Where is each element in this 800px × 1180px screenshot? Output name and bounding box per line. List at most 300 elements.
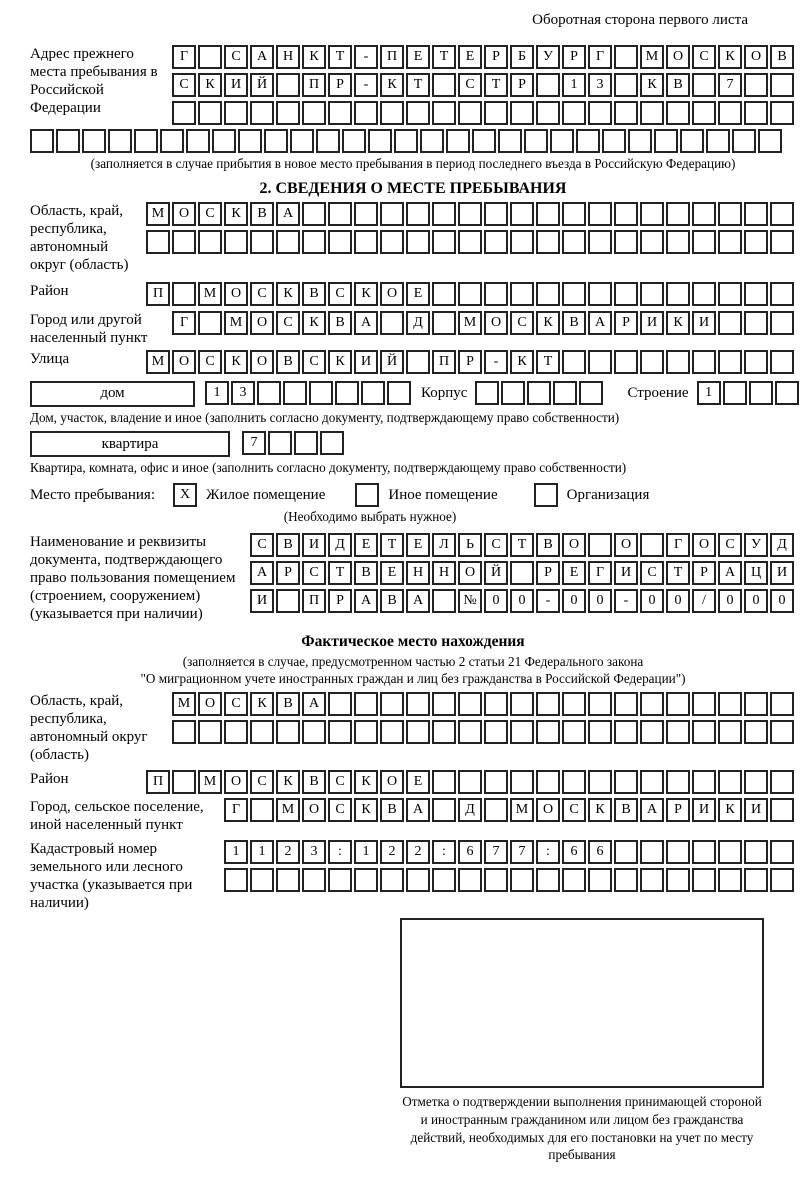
char-box — [692, 230, 716, 254]
district-label: Район — [30, 282, 69, 299]
char-box: А — [588, 311, 612, 335]
stay-type-note: (Необходимо выбрать нужное) — [283, 508, 457, 524]
char-box: К — [640, 73, 664, 97]
char-box — [484, 282, 508, 306]
char-box — [283, 381, 307, 405]
char-box — [361, 381, 385, 405]
char-box — [186, 129, 210, 153]
char-box — [718, 282, 742, 306]
char-box: И — [770, 561, 794, 585]
char-box: В — [302, 282, 326, 306]
char-box: О — [744, 45, 768, 69]
char-box: С — [250, 770, 274, 794]
char-row — [146, 202, 796, 226]
char-box: - — [354, 45, 378, 69]
char-box — [614, 101, 638, 125]
char-box: 7 — [718, 73, 742, 97]
actual-region-label: Область, край, республика, автономный округ (область) — [30, 693, 148, 763]
char-row — [146, 770, 796, 794]
char-box — [744, 202, 768, 226]
char-box — [550, 129, 574, 153]
char-box: 1 — [250, 840, 274, 864]
char-box: С — [172, 73, 196, 97]
char-row — [224, 798, 796, 822]
char-box — [394, 129, 418, 153]
char-box: - — [354, 73, 378, 97]
structure-label: Строение — [627, 384, 689, 401]
char-box — [588, 282, 612, 306]
char-box — [692, 868, 716, 892]
char-box: А — [718, 561, 742, 585]
char-box: М — [146, 202, 170, 226]
document-block — [30, 533, 796, 623]
char-box — [264, 129, 288, 153]
house-label-box: дом — [30, 381, 195, 407]
char-box: К — [510, 350, 534, 374]
char-box — [172, 101, 196, 125]
actual-region-grid — [172, 692, 796, 744]
char-box: С — [328, 798, 352, 822]
char-box — [160, 129, 184, 153]
char-box: К — [666, 311, 690, 335]
char-box: В — [250, 202, 274, 226]
char-box: Р — [328, 73, 352, 97]
char-box: Р — [276, 561, 300, 585]
prev-address-label: Адрес прежнего места пребывания в Российской Федерации — [30, 46, 158, 116]
city-label: Город или другой населенный пункт — [30, 311, 148, 346]
char-box — [276, 230, 300, 254]
apartment-label-box: квартира — [30, 431, 230, 457]
street-block — [30, 350, 796, 374]
char-box: : — [328, 840, 352, 864]
char-box: С — [302, 350, 326, 374]
char-box: О — [536, 798, 560, 822]
char-box — [380, 202, 404, 226]
char-box — [614, 202, 638, 226]
char-box — [718, 101, 742, 125]
char-box — [172, 282, 196, 306]
char-box — [432, 101, 456, 125]
char-box — [692, 770, 716, 794]
char-box — [510, 868, 534, 892]
structure-row — [697, 381, 800, 405]
char-box — [562, 101, 586, 125]
char-box: Г — [172, 311, 196, 335]
char-box — [432, 230, 456, 254]
char-box: Г — [588, 45, 612, 69]
char-box: 0 — [588, 589, 612, 613]
char-box — [484, 230, 508, 254]
char-box — [536, 720, 560, 744]
actual-region-block — [30, 692, 796, 764]
char-box — [614, 692, 638, 716]
cadastral-grid — [224, 840, 796, 892]
char-box: И — [692, 798, 716, 822]
char-box: М — [640, 45, 664, 69]
char-row — [224, 868, 796, 892]
char-box — [406, 202, 430, 226]
char-box: О — [224, 282, 248, 306]
char-box: Г — [172, 45, 196, 69]
char-box — [354, 868, 378, 892]
char-box — [302, 230, 326, 254]
char-box — [458, 770, 482, 794]
char-box: Т — [328, 561, 352, 585]
char-box — [134, 129, 158, 153]
char-box — [302, 202, 326, 226]
char-box — [406, 692, 430, 716]
char-box: 0 — [718, 589, 742, 613]
char-box: Г — [588, 561, 612, 585]
char-box: М — [198, 770, 222, 794]
char-box — [588, 230, 612, 254]
stamp-caption: Отметка о подтверждении выполнения принимающей стороной и иностранным гражданином или лицом без гражданства действий, необходимых для его постановки на учет по месту пребывания — [402, 1094, 762, 1163]
char-box — [562, 770, 586, 794]
char-box: Е — [406, 45, 430, 69]
char-box — [562, 720, 586, 744]
char-box: О — [484, 311, 508, 335]
char-box: 7 — [484, 840, 508, 864]
char-box — [290, 129, 314, 153]
char-box — [354, 230, 378, 254]
char-box — [718, 202, 742, 226]
char-box: С — [484, 533, 508, 557]
char-box — [198, 101, 222, 125]
char-box — [320, 431, 344, 455]
char-box: Р — [328, 589, 352, 613]
char-box: 0 — [666, 589, 690, 613]
char-box: 7 — [242, 431, 266, 455]
char-row — [172, 692, 796, 716]
char-box: Т — [432, 45, 456, 69]
char-box: О — [250, 350, 274, 374]
char-box — [328, 720, 352, 744]
char-box — [640, 533, 664, 557]
char-row — [172, 311, 796, 335]
char-box: № — [458, 589, 482, 613]
char-box: В — [666, 73, 690, 97]
char-box: С — [328, 770, 352, 794]
char-box: К — [250, 692, 274, 716]
char-box: О — [380, 770, 404, 794]
char-box — [666, 840, 690, 864]
char-box — [250, 230, 274, 254]
char-box — [770, 73, 794, 97]
char-box: Ц — [744, 561, 768, 585]
section2-title: 2. СВЕДЕНИЯ О МЕСТЕ ПРЕБЫВАНИЯ — [259, 179, 567, 197]
char-box: А — [250, 45, 274, 69]
char-box: П — [302, 589, 326, 613]
region-grid — [146, 202, 796, 254]
char-box: С — [250, 533, 274, 557]
char-box — [666, 868, 690, 892]
char-box — [666, 770, 690, 794]
char-box: К — [276, 282, 300, 306]
char-box — [718, 868, 742, 892]
char-box: Д — [770, 533, 794, 557]
stay-option-checkbox-residential: X — [173, 483, 197, 507]
char-box — [484, 720, 508, 744]
char-box — [446, 129, 470, 153]
char-box — [614, 350, 638, 374]
char-box — [432, 202, 456, 226]
char-box: 2 — [406, 840, 430, 864]
char-box: 0 — [770, 589, 794, 613]
char-box: О — [692, 533, 716, 557]
char-box — [744, 101, 768, 125]
char-box — [718, 311, 742, 335]
char-box: О — [250, 311, 274, 335]
prev-address-block — [30, 45, 796, 125]
char-box — [30, 129, 54, 153]
char-row — [172, 45, 796, 69]
char-box: 1 — [697, 381, 721, 405]
char-box — [775, 381, 799, 405]
char-box: К — [224, 350, 248, 374]
char-box — [654, 129, 678, 153]
char-box: Е — [458, 45, 482, 69]
char-box — [770, 282, 794, 306]
char-box: 1 — [224, 840, 248, 864]
char-box — [498, 129, 522, 153]
char-box — [692, 202, 716, 226]
char-box — [484, 101, 508, 125]
char-box: В — [302, 770, 326, 794]
char-box: С — [458, 73, 482, 97]
char-box — [484, 692, 508, 716]
char-box: В — [562, 311, 586, 335]
char-box — [484, 770, 508, 794]
char-box — [732, 129, 756, 153]
char-box: С — [562, 798, 586, 822]
char-box — [666, 202, 690, 226]
char-box — [524, 129, 548, 153]
char-box: Г — [224, 798, 248, 822]
building-row — [475, 381, 605, 405]
char-box — [723, 381, 747, 405]
char-box: П — [380, 45, 404, 69]
house-number-row — [205, 381, 413, 405]
char-box: В — [276, 692, 300, 716]
char-box: В — [380, 798, 404, 822]
char-box: 1 — [562, 73, 586, 97]
char-box: В — [354, 561, 378, 585]
char-box — [432, 720, 456, 744]
char-box — [614, 230, 638, 254]
char-box — [510, 101, 534, 125]
char-box — [614, 868, 638, 892]
char-box — [432, 798, 456, 822]
char-box — [198, 45, 222, 69]
char-box: 0 — [484, 589, 508, 613]
house-line — [30, 381, 796, 407]
char-box — [328, 202, 352, 226]
char-box: А — [640, 798, 664, 822]
char-box — [510, 230, 534, 254]
char-box — [614, 720, 638, 744]
char-box — [432, 692, 456, 716]
char-box: М — [224, 311, 248, 335]
char-box — [640, 230, 664, 254]
char-box — [640, 868, 664, 892]
char-box: А — [406, 589, 430, 613]
char-box — [666, 101, 690, 125]
stay-type-line — [30, 483, 796, 507]
char-box — [588, 350, 612, 374]
char-box — [692, 840, 716, 864]
house-note: Дом, участок, владение и иное (заполнить согласно документу, подтверждающему право собственности) — [30, 409, 620, 425]
char-box — [276, 73, 300, 97]
stay-option-checkbox-other — [355, 483, 379, 507]
char-box — [276, 868, 300, 892]
char-box — [276, 720, 300, 744]
char-box: А — [354, 311, 378, 335]
char-row — [250, 533, 796, 557]
char-box: Е — [406, 533, 430, 557]
char-box — [706, 129, 730, 153]
char-box — [316, 129, 340, 153]
char-box: 0 — [744, 589, 768, 613]
char-box: Е — [562, 561, 586, 585]
char-box: 0 — [640, 589, 664, 613]
char-box: А — [354, 589, 378, 613]
char-box — [614, 73, 638, 97]
char-box — [588, 533, 612, 557]
char-box — [224, 868, 248, 892]
char-box — [770, 202, 794, 226]
cadastral-block — [30, 840, 796, 912]
char-box — [198, 311, 222, 335]
char-box: Н — [406, 561, 430, 585]
char-box — [588, 720, 612, 744]
char-box — [614, 840, 638, 864]
char-box — [588, 202, 612, 226]
char-box: - — [536, 589, 560, 613]
char-box: С — [718, 533, 742, 557]
char-box — [276, 589, 300, 613]
apartment-number-row — [242, 431, 346, 455]
char-box — [614, 282, 638, 306]
char-box: Р — [614, 311, 638, 335]
char-box — [536, 868, 560, 892]
char-box — [666, 350, 690, 374]
char-box: Р — [510, 73, 534, 97]
char-box — [380, 101, 404, 125]
char-box: В — [380, 589, 404, 613]
char-box — [432, 73, 456, 97]
char-box: О — [198, 692, 222, 716]
char-box: : — [432, 840, 456, 864]
char-box: К — [380, 73, 404, 97]
char-box: Р — [666, 798, 690, 822]
stay-type-label: Место пребывания: — [30, 486, 155, 503]
char-box: / — [692, 589, 716, 613]
char-box — [432, 868, 456, 892]
char-box: И — [354, 350, 378, 374]
char-box: О — [562, 533, 586, 557]
char-box: Р — [536, 561, 560, 585]
char-box: О — [458, 561, 482, 585]
actual-location-note-2: "О миграционном учете иностранных граждан и лиц без гражданства в Российской Федерации") — [140, 670, 686, 686]
char-box — [588, 770, 612, 794]
street-label: Улица — [30, 350, 70, 367]
char-box — [770, 311, 794, 335]
char-box: С — [250, 282, 274, 306]
char-box — [588, 692, 612, 716]
char-box — [276, 101, 300, 125]
char-box — [458, 282, 482, 306]
char-box — [744, 692, 768, 716]
char-box — [640, 720, 664, 744]
char-box: С — [510, 311, 534, 335]
char-box — [387, 381, 411, 405]
char-box: О — [224, 770, 248, 794]
char-box — [354, 101, 378, 125]
char-box — [536, 73, 560, 97]
char-box — [666, 230, 690, 254]
char-box — [250, 720, 274, 744]
char-box: 2 — [276, 840, 300, 864]
char-box — [501, 381, 525, 405]
char-box — [172, 720, 196, 744]
char-row — [250, 561, 796, 585]
char-box: 0 — [562, 589, 586, 613]
char-box: И — [692, 311, 716, 335]
char-box — [770, 101, 794, 125]
char-box: Е — [406, 282, 430, 306]
char-box — [640, 840, 664, 864]
char-box — [758, 129, 782, 153]
char-box — [718, 840, 742, 864]
char-box: У — [536, 45, 560, 69]
char-box: О — [380, 282, 404, 306]
char-row — [172, 73, 796, 97]
char-box: К — [224, 202, 248, 226]
char-box — [602, 129, 626, 153]
char-box: К — [276, 770, 300, 794]
actual-city-block — [30, 798, 796, 834]
char-box — [510, 720, 534, 744]
stay-option-checkbox-organization — [534, 483, 558, 507]
char-box — [250, 798, 274, 822]
char-box — [458, 720, 482, 744]
char-box — [380, 692, 404, 716]
char-box — [458, 202, 482, 226]
stamp-area — [400, 918, 764, 1164]
char-box — [666, 720, 690, 744]
char-box — [718, 692, 742, 716]
char-box — [744, 720, 768, 744]
char-box — [640, 770, 664, 794]
char-box: Л — [432, 533, 456, 557]
stay-option-label-other: Иное помещение — [388, 486, 498, 503]
char-box: К — [302, 45, 326, 69]
char-box — [640, 282, 664, 306]
char-box: М — [510, 798, 534, 822]
char-box — [692, 720, 716, 744]
char-box: Д — [458, 798, 482, 822]
prev-address-note: (заполняется в случае прибытия в новое место пребывания в период последнего въезда в Российскую Федерацию) — [90, 156, 736, 171]
char-box — [238, 129, 262, 153]
district-block — [30, 282, 796, 306]
char-box: Т — [328, 45, 352, 69]
actual-city-label: Город, сельское поселение, иной населенный пункт — [30, 799, 204, 833]
char-box: Е — [354, 533, 378, 557]
char-box: 1 — [205, 381, 229, 405]
char-box — [146, 230, 170, 254]
char-box: К — [354, 770, 378, 794]
char-box — [614, 45, 638, 69]
